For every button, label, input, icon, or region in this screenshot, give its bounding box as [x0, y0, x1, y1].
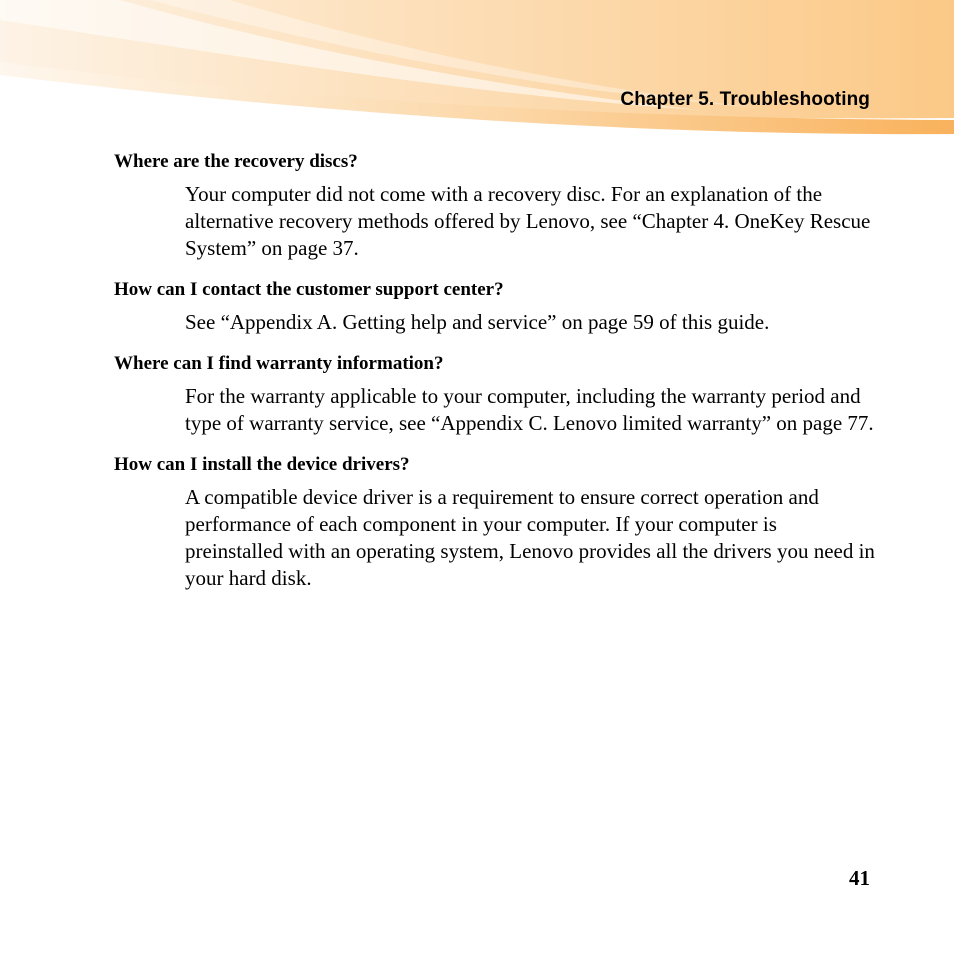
faq-item-customer-support	[114, 278, 874, 336]
faq-item-warranty	[114, 352, 874, 437]
faq-question: How can I contact the customer support center?	[114, 279, 504, 300]
faq-list	[114, 150, 874, 592]
faq-question: Where are the recovery discs?	[114, 151, 358, 172]
header-decorative-band	[0, 0, 954, 140]
faq-answer: A compatible device driver is a requirement to ensure correct operation and performance of each component in your computer. If your computer is preinstalled with an operating system, Lenovo provides all the drivers you need in your hard disk.	[185, 485, 875, 590]
chapter-title: Chapter 5. Troubleshooting	[620, 89, 870, 110]
faq-item-device-drivers	[114, 453, 874, 592]
faq-item-recovery-discs	[114, 150, 874, 262]
faq-answer: For the warranty applicable to your computer, including the warranty period and type of warranty service, see “Appendix C. Lenovo limited warranty” on page 77.	[185, 384, 874, 435]
page-number: 41	[849, 866, 870, 890]
faq-answer: Your computer did not come with a recovery disc. For an explanation of the alternative recovery methods offered by Lenovo, see “Chapter 4. OneKey Rescue System” on page 37.	[185, 182, 871, 260]
faq-question: How can I install the device drivers?	[114, 454, 410, 475]
faq-question: Where can I find warranty information?	[114, 353, 444, 374]
faq-answer: See “Appendix A. Getting help and service” on page 59 of this guide.	[185, 310, 770, 334]
